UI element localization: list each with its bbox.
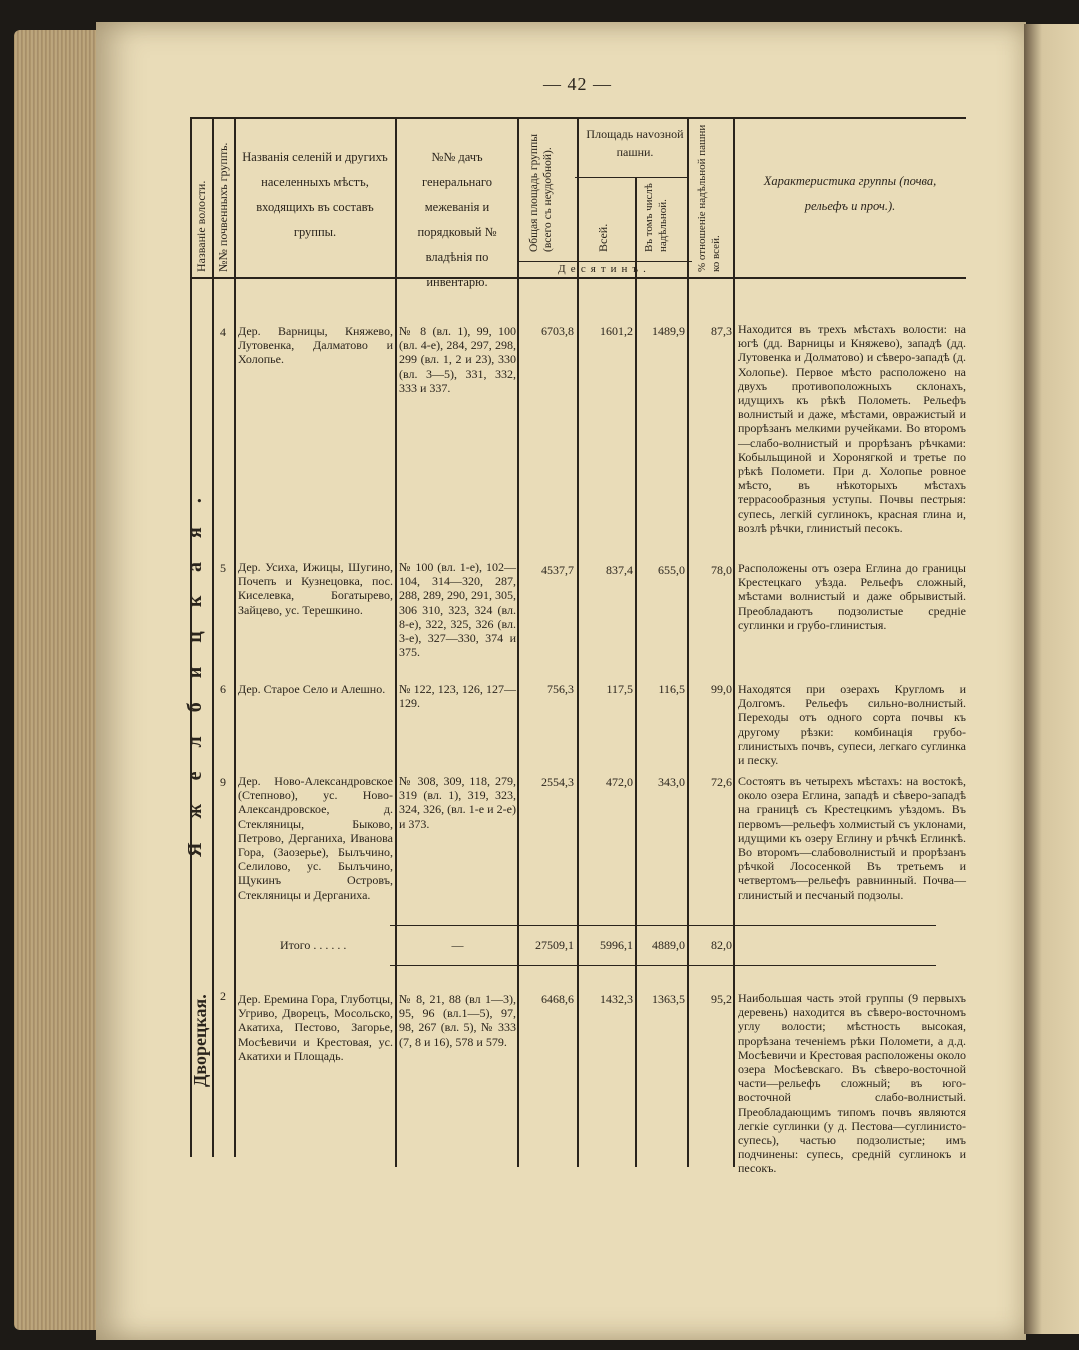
total-sum-allotment: 4889,0: [652, 938, 685, 952]
total-area-cell: 6703,8: [541, 324, 574, 338]
header-characteristic: Характеристика группы (почва, рельефъ и проч.).: [763, 174, 937, 213]
allotment-cell: 116,5: [658, 682, 685, 696]
dachas-cell: № 100 (вл. 1-е), 102—104, 314—320, 287, 288, 289, 290, 291, 305, 306 310, 323, 324 (вл. 8-е), 322, 325, 326 (вл. 3-е), 327—330, 374 и 375.: [399, 560, 516, 660]
total-area-cell: 4537,7: [541, 563, 574, 577]
villages-cell: Дер. Старое Село и Алешно.: [238, 682, 386, 696]
percent-cell: 99,0: [711, 682, 732, 696]
allotment-cell: 655,0: [658, 563, 685, 577]
characteristic-cell: Находится въ трехъ мѣстахъ волости: на югѣ (дд. Варницы и Княжево), западѣ (дд. Лутовенка и Долматово) и сѣверо-западѣ (д. Холопье). Первое мѣсто расположено на двухъ противоположныхъ склонахъ, идущихъ къ рѣкѣ Полометь. Рельефъ волнистый и даже, мѣстами, овражистый и прорѣзанъ мелкими ручейками. Во второмъ—слабо-волнистый и прорѣзанъ рѣчками: Кобыльщиной и Хоронягкой и третье по рѣкѣ Поломети. При д. Холопье ровное мѣсто, въ нѣкоторыхъ мѣстахъ террасообразныя уступы. Почвы пестрыя: супесь, легкій суглинокъ, красная глина и, возлѣ рѣчки, глинистый песокъ.: [738, 322, 966, 535]
percent-cell: 95,2: [711, 992, 732, 1006]
dachas-cell: № 8 (вл. 1), 99, 100 (вл. 4-е), 284, 297, 298, 299 (вл. 1, 2 и 23), 330 (вл. 3—5), 331, 332, 333 и 337.: [399, 324, 516, 395]
header-dachas: №№ дачъ генеральнаго межеванія и порядковый № владѣнія по инвентарю.: [417, 150, 497, 289]
arable-cell: 1601,2: [600, 324, 633, 338]
total-sum-percent: 82,0: [711, 938, 732, 952]
page-number: — 42 —: [543, 74, 612, 94]
dachas-cell: № 308, 309, 118, 279, 319 (вл. 1), 319, 323, 324, 326, (вл. 1-е и 2-е) и 373.: [399, 774, 516, 831]
villages-cell: Дер. Усиха, Ижицы, Шугино, Почепъ и Кузнецовка, пос. Киселевка, Богатырево, Зайцево, ус. Терешкино.: [238, 560, 393, 617]
villages-cell: Дер. Еремина Гора, Глуботцы, Угриво, Дворецъ, Мосольско, Акатиха, Пестово, Загорье, Мосѣевичи и Крестовая, ус. Акатихи и Площадь.: [238, 992, 393, 1063]
book-edge: [14, 30, 104, 1330]
arable-cell: 1432,3: [600, 992, 633, 1006]
group-number: 9: [220, 775, 226, 789]
dachas-cell: № 122, 123, 126, 127—129.: [399, 682, 516, 711]
header-villages: Названія селеній и другихъ населенныхъ мѣстъ, входящихъ въ составъ группы.: [242, 150, 388, 239]
header-arable-all: Всей.: [596, 223, 610, 252]
characteristic-cell: Наибольшая часть этой группы (9 первыхъ деревень) находится въ сѣверо-восточномъ углу волости; мѣстность высокая, прорѣзана теченіемъ рѣки Поломети, а д.д. Мосѣевичи и Крестовая расположены около озера Мосѣевскаго. Въ сѣверо-восточной части—рельефъ сложный; въ юго-восточной слабо-волнистый. Преобладающимъ типомъ почвъ являются легкіе суглинки (у д. Пестова—суглинисто-супесь), частью подзолистые; имъ подчинены: супесь, средній суглинокъ и песокъ.: [738, 991, 966, 1176]
total-area-cell: 756,3: [547, 682, 574, 696]
characteristic-cell: Состоятъ въ четырехъ мѣстахъ: на востокѣ, около озера Еглина, западѣ и сѣверо-западѣ на границѣ съ Крестецкимъ уѣздомъ. Въ первомъ—рельефъ холмистый съ уклонами, идущими къ озеру Еглину и рѣчкѣ Еглинкѣ. Во второмъ—слабоволнистый и прорѣзанъ рѣчкой Лососенкой Въ третьемъ и четвертомъ—рельефъ равнинный. Почва—глинистый и песчаный подзолы.: [738, 774, 966, 902]
header-arable-allotment: Въ томъ числѣ надѣльной.: [643, 183, 669, 252]
group-number: 2: [220, 989, 226, 1003]
total-sum-area: 27509,1: [535, 938, 574, 952]
percent-cell: 78,0: [711, 563, 732, 577]
percent-cell: 87,3: [711, 324, 732, 338]
header-group: №№ почвенныхъ группъ.: [216, 142, 230, 272]
volost-label-yazhelbitskaya: Яжелбицкая.: [184, 474, 206, 857]
characteristic-cell: Расположены отъ озера Еглина до границы Крестецкаго уѣзда. Рельефъ сложный, мѣстами волнистый и даже обрывистый. Преобладаютъ подзолистые средніе суглинки и грубо-глинистыя.: [738, 561, 966, 632]
allotment-cell: 343,0: [658, 775, 685, 789]
arable-cell: 117,5: [606, 682, 633, 696]
header-total: Общая площадь группы (всего съ неудобной).: [528, 134, 554, 252]
villages-cell: Дер. Варницы, Княжево, Лутовенка, Далматово и Холопье.: [238, 324, 393, 367]
total-label: Итого . . . . . .: [280, 938, 347, 952]
total-area-cell: 6468,6: [541, 992, 574, 1006]
percent-cell: 72,6: [711, 775, 732, 789]
villages-cell: Дер. Ново-Александровское (Степново), ус. Ново-Александровское, д. Стекляницы, Быково, Петрово, Дерганиха, Иванова Гора, (Заозерье), Былъчино, Селилово, ус. Былъчино, Щукинъ Островъ, Стекляницы и Дерганиха.: [238, 774, 393, 902]
arable-cell: 472,0: [606, 775, 633, 789]
total-sum-arable: 5996,1: [600, 938, 633, 952]
facing-page-edge: [1024, 24, 1079, 1334]
header-arable: Площадь наvозной пашни.: [586, 127, 684, 159]
total-area-cell: 2554,3: [541, 775, 574, 789]
volost-label-dvoretskaya: Дворецкая.: [190, 994, 210, 1087]
header-percent: % отношеніе надѣльной пашни ко всей.: [696, 124, 722, 272]
group-number: 4: [220, 325, 226, 339]
header-units: Десятинъ.: [558, 263, 651, 275]
total-dachas: —: [451, 938, 464, 952]
statistics-table: [184, 117, 966, 1176]
group-number: 6: [220, 682, 226, 696]
characteristic-cell: Находятся при озерахъ Кругломъ и Долгомъ. Рельефъ сильно-волнистый. Переходы отъ одного сорта почвы къ другому рѣзки: комбинація грубо-глинистыхъ почвъ, супеси, легкаго суглинка и песку.: [738, 682, 966, 768]
allotment-cell: 1363,5: [652, 992, 685, 1006]
header-volost: Названіе волости.: [194, 180, 208, 272]
arable-cell: 837,4: [606, 563, 633, 577]
allotment-cell: 1489,9: [652, 324, 685, 338]
group-number: 5: [220, 561, 226, 575]
dachas-cell: № 8, 21, 88 (вл 1—3), 95, 96 (вл.1—5), 97, 98, 267 (вл. 5), № 333 (7, 8 и 16), 578 и 579.: [399, 992, 516, 1049]
